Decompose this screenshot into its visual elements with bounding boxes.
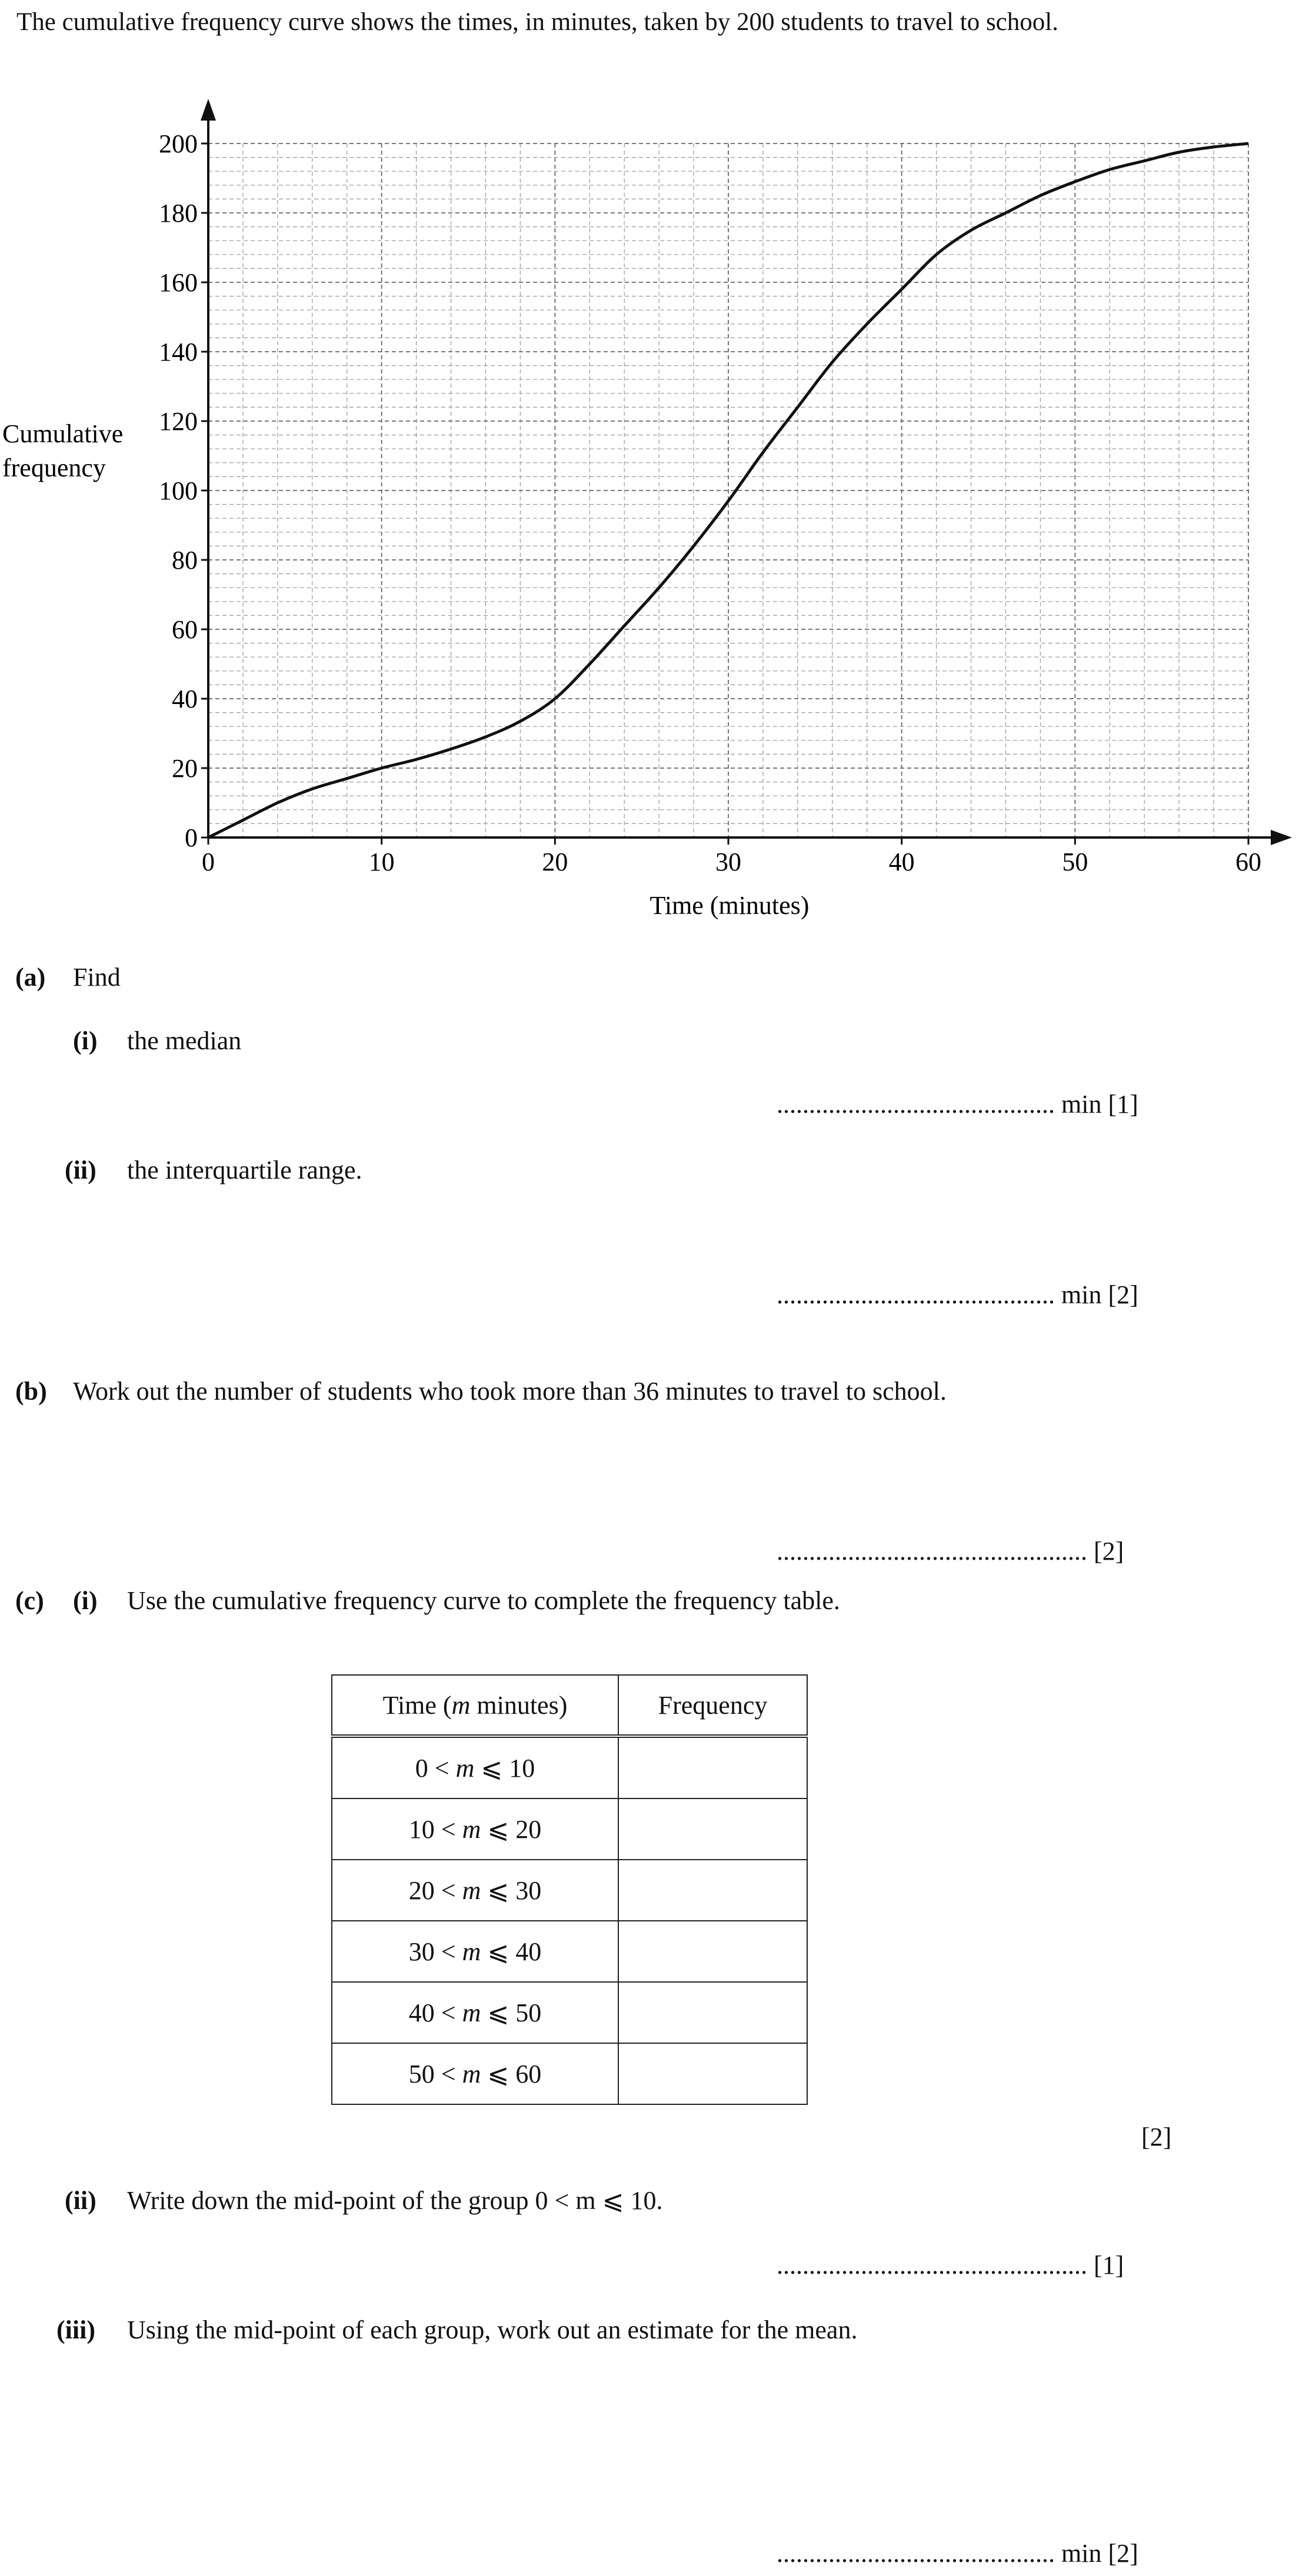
x-tick-label: 20 — [542, 847, 568, 876]
time-interval-cell: 40 < m ⩽ 50 — [332, 1982, 618, 2043]
part-a-i-label: (i) — [73, 1026, 98, 1055]
y-tick-label: 100 — [159, 476, 198, 505]
part-c-ii-label: (ii) — [65, 2186, 96, 2215]
part-c-i-text: Use the cumulative frequency curve to complete the frequency table. — [127, 1586, 840, 1615]
part-c-ii-text: Write down the mid-point of the group 0 < m ⩽ 10. — [127, 2186, 663, 2215]
part-a-i-answer-line[interactable]: ........................................... min [1] — [777, 1090, 1138, 1119]
part-c-i-label: (i) — [73, 1586, 98, 1615]
chart-grid — [208, 144, 1248, 837]
frequency-input-cell[interactable] — [618, 1798, 807, 1860]
part-b-answer-line[interactable]: ................................................ [2] — [777, 1537, 1124, 1566]
part-b-text: Work out the number of students who took more than 36 minutes to travel to school. — [73, 1377, 947, 1406]
part-b-label: (b) — [15, 1377, 47, 1406]
y-axis-label-line1: Cumulative — [2, 419, 124, 448]
y-tick-label: 60 — [172, 615, 198, 644]
x-axis-arrow — [1271, 830, 1292, 845]
y-tick-label: 200 — [159, 129, 198, 158]
table-row — [332, 2043, 807, 2104]
x-tick-label: 10 — [368, 847, 395, 876]
y-axis-arrow — [201, 99, 216, 121]
chart-axes — [201, 99, 1292, 845]
part-c-label: (c) — [15, 1586, 44, 1615]
y-tick-label: 140 — [159, 338, 198, 366]
part-a-ii-answer-line[interactable]: ........................................... min [2] — [777, 1280, 1138, 1309]
y-tick-label: 0 — [185, 823, 198, 852]
part-a-i-text: the median — [127, 1026, 242, 1055]
y-tick-label: 120 — [159, 407, 198, 436]
y-axis-label-line2: frequency — [2, 453, 106, 482]
time-interval-cell: 30 < m ⩽ 40 — [332, 1921, 618, 1982]
frequency-input-cell[interactable] — [618, 2043, 807, 2104]
frequency-input-cell[interactable] — [618, 1921, 807, 1982]
y-tick-label: 40 — [172, 685, 198, 713]
time-interval-cell: 20 < m ⩽ 30 — [332, 1860, 618, 1921]
table-header-frequency: Frequency — [618, 1675, 807, 1736]
table-row — [332, 1736, 807, 1798]
question-intro: The cumulative frequency curve shows the times, in minutes, taken by 200 students to travel to school. — [16, 8, 1058, 36]
table-row — [332, 1860, 807, 1921]
frequency-input-cell[interactable] — [618, 1982, 807, 2043]
part-c-ii-answer-line[interactable]: ................................................ [1] — [777, 2251, 1124, 2280]
table-header-time: Time (m minutes) — [332, 1675, 618, 1736]
x-tick-label: 30 — [715, 847, 741, 876]
part-a-text: Find — [73, 963, 121, 992]
frequency-input-cell[interactable] — [618, 1860, 807, 1921]
y-tick-label: 160 — [159, 268, 198, 297]
chart-ticks — [159, 129, 1261, 876]
frequency-table — [331, 1674, 808, 2105]
part-c-iii-text: Using the mid-point of each group, work out an estimate for the mean. — [127, 2315, 858, 2344]
x-tick-label: 50 — [1062, 847, 1088, 876]
part-a-ii-label: (ii) — [65, 1156, 96, 1184]
y-tick-label: 80 — [172, 546, 198, 575]
time-interval-cell: 10 < m ⩽ 20 — [332, 1798, 618, 1860]
part-c-iii-label: (iii) — [56, 2315, 95, 2344]
time-interval-cell: 50 < m ⩽ 60 — [332, 2043, 618, 2104]
part-c-i-marks: [2] — [1141, 2123, 1172, 2151]
cumulative-frequency-chart — [0, 0, 1299, 953]
time-interval-cell: 0 < m ⩽ 10 — [332, 1736, 618, 1798]
part-a-label: (a) — [15, 963, 46, 992]
table-row — [332, 1798, 807, 1860]
x-tick-label: 40 — [888, 847, 915, 876]
table-row — [332, 1921, 807, 1982]
table-row — [332, 1982, 807, 2043]
y-tick-label: 180 — [159, 199, 198, 228]
part-a-ii-text: the interquartile range. — [127, 1156, 362, 1184]
x-axis-label: Time (minutes) — [650, 891, 810, 920]
y-tick-label: 20 — [172, 754, 198, 783]
part-c-iii-answer-line[interactable]: ........................................... min [2] — [777, 2539, 1138, 2568]
x-tick-label: 0 — [202, 847, 215, 876]
x-tick-label: 60 — [1235, 847, 1261, 876]
frequency-input-cell[interactable] — [618, 1736, 807, 1798]
